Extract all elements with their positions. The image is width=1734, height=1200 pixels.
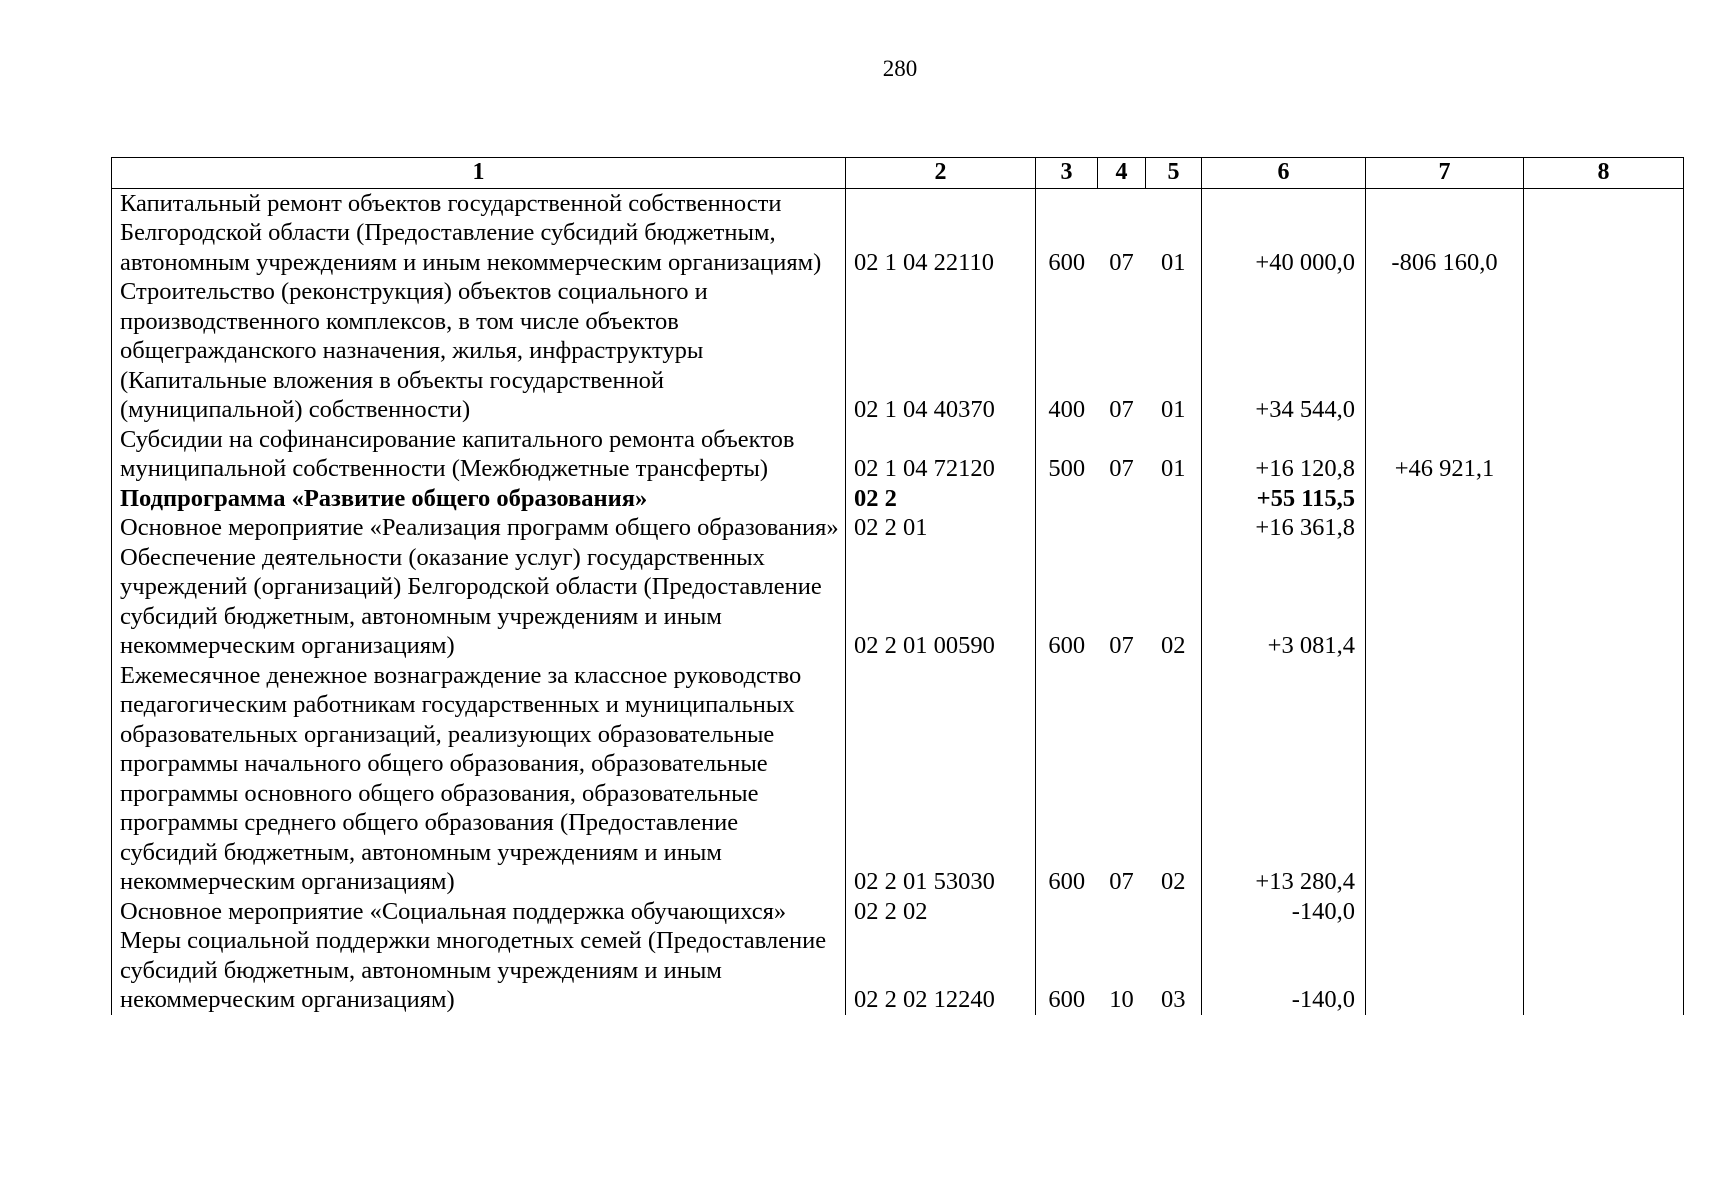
row-name: Меры социальной поддержки многодетных семей (Предоставление субсидий бюджетным, автономным учреждениям и иным некоммерческим организациям) <box>112 926 846 1015</box>
table-row <box>112 484 1684 514</box>
row-amount-7 <box>1366 926 1524 1015</box>
row-amount-8 <box>1524 661 1684 897</box>
table-row <box>112 897 1684 927</box>
row-code: 02 1 04 40370 <box>846 277 1036 425</box>
row-amount-7 <box>1366 277 1524 425</box>
row-code: 02 2 02 <box>846 897 1036 927</box>
row-type-code: 600 <box>1036 926 1098 1015</box>
row-amount-6: -140,0 <box>1202 926 1366 1015</box>
row-amount-8 <box>1524 277 1684 425</box>
column-header-7: 7 <box>1366 158 1524 189</box>
row-subsection: 02 <box>1161 868 1186 895</box>
row-name: Капитальный ремонт объектов государственной собственности Белгородской области (Предоставление субсидий бюджетным, автономным учреждениям и иным некоммерческим организациям) <box>112 188 846 277</box>
row-amount-6: +3 081,4 <box>1202 543 1366 661</box>
column-header-5: 5 <box>1146 158 1202 189</box>
table-row <box>112 926 1684 1015</box>
column-header-8: 8 <box>1524 158 1684 189</box>
column-header-6: 6 <box>1202 158 1366 189</box>
row-name: Субсидии на софинансирование капитального ремонта объектов муниципальной собственности (Межбюджетные трансферты) <box>112 425 846 484</box>
row-code: 02 1 04 72120 <box>846 425 1036 484</box>
row-type-code: 600 <box>1036 543 1098 661</box>
row-section: 07 <box>1109 396 1134 423</box>
row-section <box>1098 513 1146 543</box>
row-type-code: 400 <box>1036 277 1098 425</box>
row-amount-7: +46 921,1 <box>1366 425 1524 484</box>
row-amount-8 <box>1524 897 1684 927</box>
table-row <box>112 661 1684 897</box>
row-code: 02 2 01 <box>846 513 1036 543</box>
row-amount-8 <box>1524 425 1684 484</box>
table-row <box>112 188 1684 277</box>
table-header <box>112 158 1684 189</box>
row-subsection: 01 <box>1161 248 1186 276</box>
table-row <box>112 543 1684 661</box>
row-amount-8 <box>1524 543 1684 661</box>
row-amount-7 <box>1366 661 1524 897</box>
row-code: 02 2 <box>846 484 1036 514</box>
header-row <box>112 158 1684 189</box>
row-section <box>1098 897 1146 927</box>
table-row <box>112 277 1684 425</box>
column-header-3: 3 <box>1036 158 1098 189</box>
row-type-code: 500 <box>1036 425 1098 484</box>
row-code: 02 1 04 22110 <box>846 188 1036 277</box>
row-name: Основное мероприятие «Реализация программ общего образования» <box>112 513 846 543</box>
column-header-2: 2 <box>846 158 1036 189</box>
row-name: Обеспечение деятельности (оказание услуг) государственных учреждений (организаций) Белгородской области (Предоставление субсидий бюджетным, автономным учреждениям и иным некоммерческим организациям) <box>112 543 846 661</box>
row-section: 07 <box>1109 455 1134 482</box>
row-amount-7 <box>1366 543 1524 661</box>
budget-table <box>111 157 1684 1015</box>
table-row <box>112 425 1684 484</box>
row-amount-6: -140,0 <box>1202 897 1366 927</box>
column-header-1: 1 <box>112 158 846 189</box>
row-amount-6: +16 361,8 <box>1202 513 1366 543</box>
row-section <box>1098 484 1146 514</box>
row-amount-6: +16 120,8 <box>1202 425 1366 484</box>
row-type-code <box>1036 484 1098 514</box>
row-amount-7 <box>1366 513 1524 543</box>
row-amount-6: +13 280,4 <box>1202 661 1366 897</box>
row-name: Основное мероприятие «Социальная поддержка обучающихся» <box>112 897 846 927</box>
row-section: 07 <box>1109 868 1134 895</box>
row-section: 10 <box>1109 986 1134 1013</box>
table-row <box>112 513 1684 543</box>
table-body <box>112 188 1684 1015</box>
row-type-code: 600 <box>1036 661 1098 897</box>
row-amount-6: +34 544,0 <box>1202 277 1366 425</box>
row-section: 07 <box>1109 248 1134 276</box>
row-type-code <box>1036 513 1098 543</box>
row-type-code: 600 <box>1036 188 1098 277</box>
row-amount-8 <box>1524 188 1684 277</box>
page-number: 280 <box>882 56 918 81</box>
row-amount-6: +40 000,0 <box>1202 188 1366 277</box>
row-amount-7 <box>1366 484 1524 514</box>
row-name: Ежемесячное денежное вознаграждение за классное руководство педагогическим работникам государственных и муниципальных образовательных организаций, реализующих образовательные программы начального общего образования, образовательные программы основного общего образования, образовательные программы среднего общего образования (Предоставление субсидий бюджетным, автономным учреждениям и иным некоммерческим организациям) <box>112 661 846 897</box>
row-section: 07 <box>1109 632 1134 659</box>
row-code: 02 2 01 00590 <box>846 543 1036 661</box>
row-subsection: 03 <box>1161 986 1186 1013</box>
column-header-4: 4 <box>1098 158 1146 189</box>
row-amount-6: +55 115,5 <box>1202 484 1366 514</box>
row-amount-7 <box>1366 897 1524 927</box>
row-subsection <box>1146 897 1202 927</box>
row-subsection: 02 <box>1161 632 1186 659</box>
row-name: Строительство (реконструкция) объектов социального и производственного комплексов, в том числе объектов общегражданского назначения, жилья, инфраструктуры (Капитальные вложения в объекты государственной (муниципальной) собственности) <box>112 277 846 425</box>
row-amount-8 <box>1524 484 1684 514</box>
row-code: 02 2 02 12240 <box>846 926 1036 1015</box>
row-type-code <box>1036 897 1098 927</box>
row-subsection: 01 <box>1161 396 1186 423</box>
row-subsection <box>1146 513 1202 543</box>
row-name: Подпрограмма «Развитие общего образования» <box>112 484 846 514</box>
row-amount-7: -806 160,0 <box>1366 188 1524 277</box>
row-subsection: 01 <box>1161 455 1186 482</box>
row-subsection <box>1146 484 1202 514</box>
row-amount-8 <box>1524 926 1684 1015</box>
row-amount-8 <box>1524 513 1684 543</box>
row-code: 02 2 01 53030 <box>846 661 1036 897</box>
